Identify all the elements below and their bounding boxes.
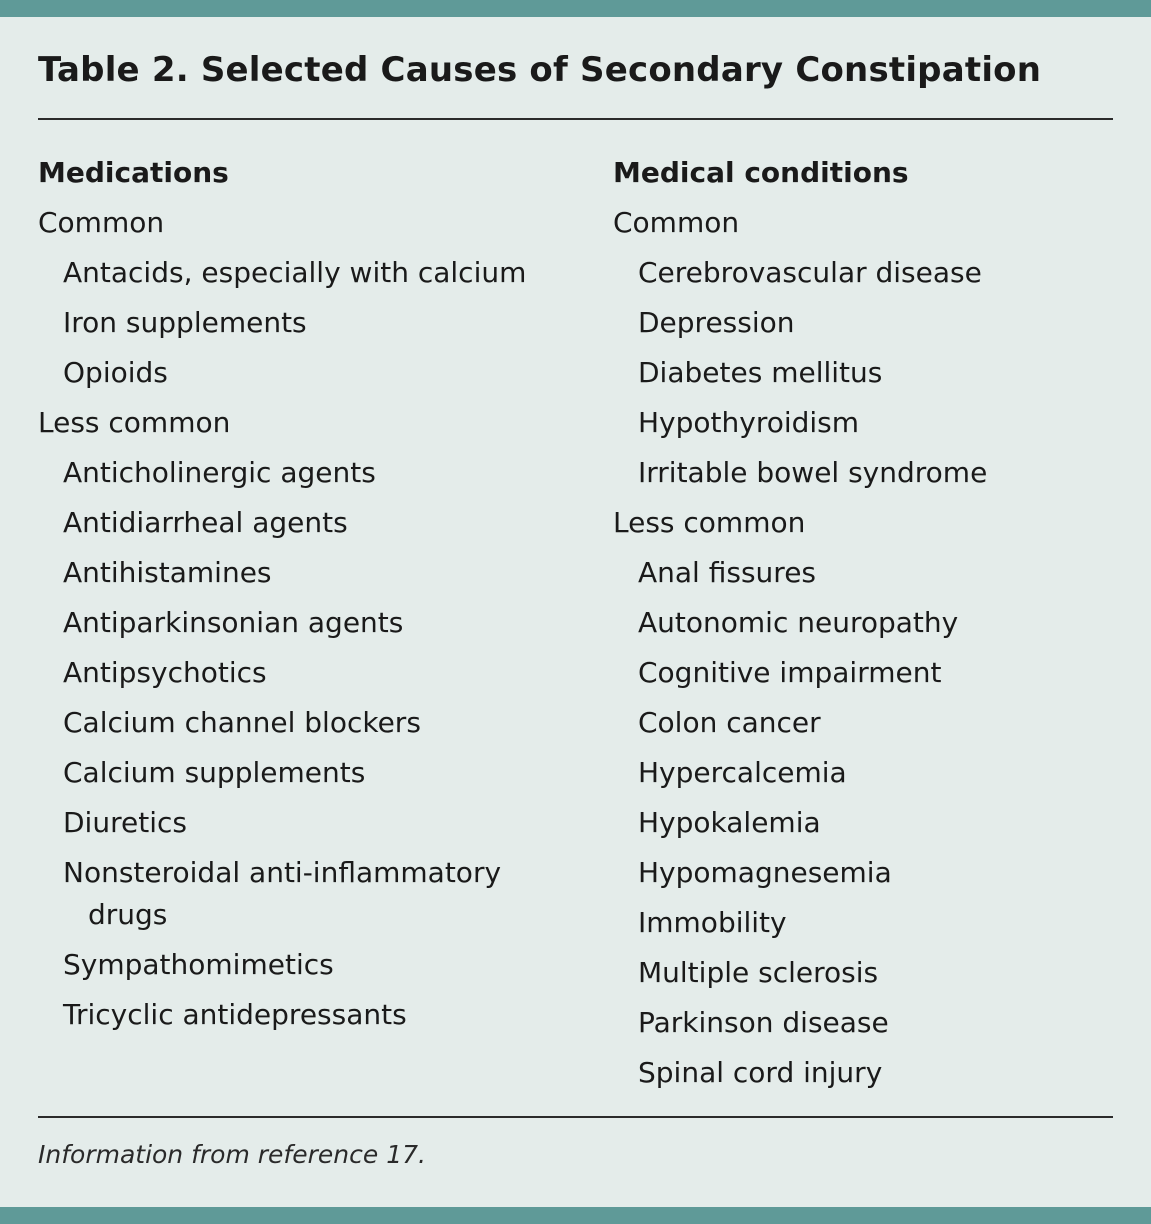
footer-divider	[38, 1116, 1113, 1118]
list-item: Antiparkinsonian agents	[63, 606, 404, 639]
table-title: Table 2. Selected Causes of Secondary Constipation	[38, 50, 1042, 90]
medical-conditions-heading: Medical conditions	[613, 156, 909, 189]
list-item: Immobility	[638, 906, 787, 939]
list-item: Diuretics	[63, 806, 187, 839]
list-item: Antacids, especially with calcium	[63, 256, 527, 289]
list-item: Spinal cord injury	[638, 1056, 883, 1089]
list-item: Autonomic neuropathy	[638, 606, 959, 639]
medications-heading: Medications	[38, 156, 229, 189]
list-item: Opioids	[63, 356, 168, 389]
bottom-accent-bar	[0, 1207, 1151, 1224]
list-item: Cerebrovascular disease	[638, 256, 982, 289]
list-item: Hypokalemia	[638, 806, 821, 839]
list-item: Cognitive impairment	[638, 656, 942, 689]
list-item: Tricyclic antidepressants	[63, 998, 407, 1031]
list-item: Antidiarrheal agents	[63, 506, 348, 539]
medications-column	[38, 148, 598, 1040]
medications-less-common-label: Less common	[38, 406, 231, 439]
conditions-common-label: Common	[613, 206, 740, 239]
list-item: Anal fissures	[638, 556, 817, 589]
top-accent-bar	[0, 0, 1151, 17]
list-item: Hypothyroidism	[638, 406, 860, 439]
list-item: Hypomagnesemia	[638, 856, 892, 889]
list-item: Sympathomimetics	[63, 948, 334, 981]
conditions-less-common-label: Less common	[613, 506, 806, 539]
list-item: Calcium supplements	[63, 756, 366, 789]
list-item: Parkinson disease	[638, 1006, 889, 1039]
list-item: Irritable bowel syndrome	[638, 456, 988, 489]
list-item: Iron supplements	[63, 306, 307, 339]
list-item: Anticholinergic agents	[63, 456, 376, 489]
list-item: Diabetes mellitus	[638, 356, 883, 389]
list-item: Calcium channel blockers	[63, 706, 421, 739]
list-item: Antipsychotics	[63, 656, 267, 689]
list-item: Nonsteroidal anti-inflammatory drugs	[63, 856, 502, 931]
title-divider	[38, 118, 1113, 120]
medical-conditions-column	[613, 148, 1113, 1098]
list-item: Multiple sclerosis	[638, 956, 879, 989]
list-item: Colon cancer	[638, 706, 821, 739]
medications-common-label: Common	[38, 206, 165, 239]
footnote: Information from reference 17.	[38, 1140, 426, 1169]
list-item: Antihistamines	[63, 556, 272, 589]
list-item: Hypercalcemia	[638, 756, 847, 789]
list-item: Depression	[638, 306, 795, 339]
